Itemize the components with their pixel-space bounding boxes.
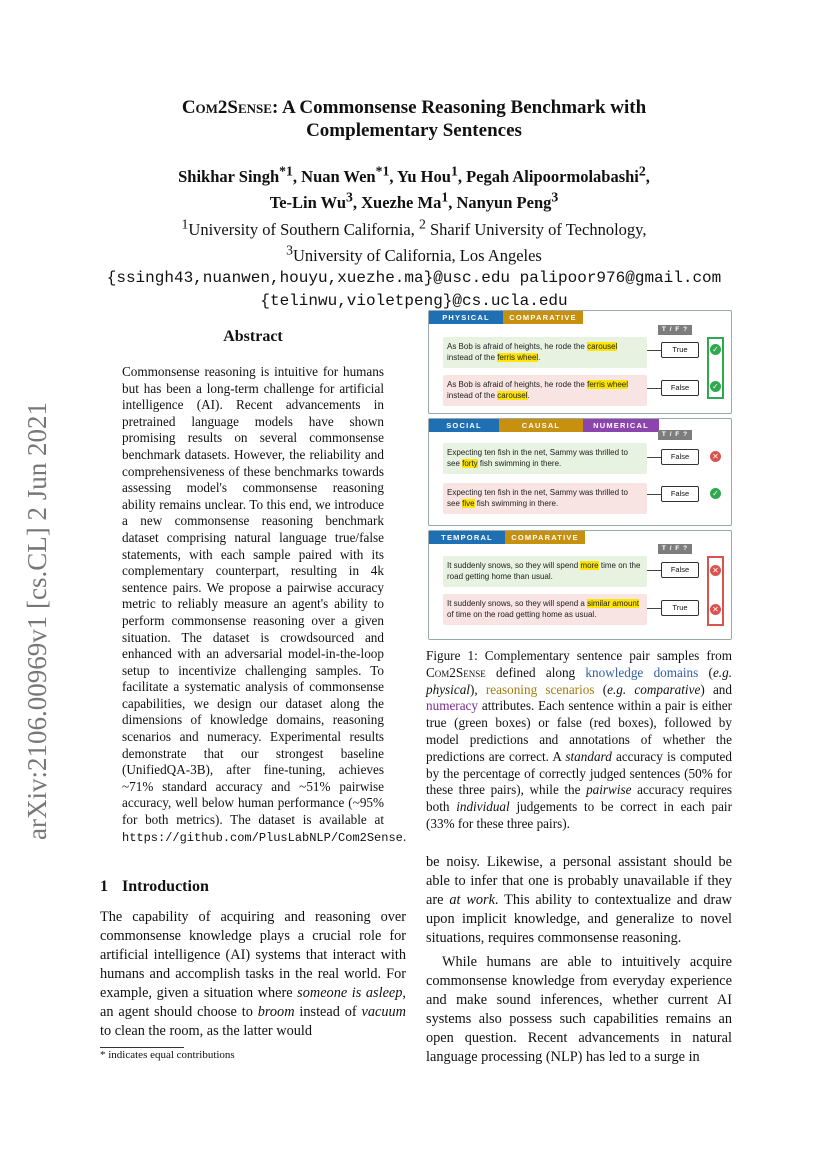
tf-header: T / F ?: [658, 430, 692, 440]
arxiv-stamp: arXiv:2106.00969v1 [cs.CL] 2 Jun 2021: [22, 402, 52, 840]
email-line2: {telinwu,violetpeng}@cs.ucla.edu: [260, 292, 568, 310]
sentence-true: [443, 337, 647, 368]
tag-comparative: COMPARATIVE: [503, 311, 583, 324]
cap-text: defined along: [485, 664, 586, 680]
title-sc: Com2Sense: [181, 97, 272, 118]
cross-icon: ✕: [710, 451, 721, 462]
author-block: [0, 160, 828, 312]
cap-text: (: [594, 681, 608, 697]
cap-text: accuracy is computed by the percentage of correctly judged sentences (50% for these three pairs), while the: [426, 748, 732, 798]
cap-italic: standard: [565, 748, 612, 764]
abstract-heading: Abstract: [223, 328, 283, 345]
tag-temporal: TEMPORAL: [429, 531, 505, 544]
sent-text: Expecting ten fish in the net, Sammy was thrilled to see: [447, 448, 628, 468]
highlight: five: [462, 498, 475, 508]
abstract-text: Commonsense reasoning is intuitive for humans but has been a long-term challenge for artificial intelligence (AI). Recent advancements in pretrained language models have shown promising results on several commonsense benchmark datasets. However, the reliability and comprehensiveness of these benchmarks towards assessing model's commonsense reasoning ability remains unclear. To this end, we introduce a new commonsense reasoning benchmark dataset comprising natural language true/false statements, with each sample paired with its complementary counterpart, resulting in 4k sentence pairs. We propose a pairwise accuracy metric to reliably measure an agent's ability to perform commonsense reasoning over a given situation. The dataset is crowdsourced and enhanced with an adversarial model-in-the-loop setup to incentivize challenging samples. To facilitate a systematic analysis of commonsense capabilities, we design our dataset along the dimensions of knowledge domains, reasoning scenarios and numeracy. Experimental results demonstrate that our strongest baseline (UnifiedQA-3B), after fine-tuning, achieves ~71% standard accuracy and ~51% pairwise accuracy, well below human performance (~95% for both metrics). The dataset is available at: [122, 364, 384, 828]
dataset-link[interactable]: https://github.com/PlusLabNLP/Com2Sense: [122, 830, 403, 845]
cap-reasoning-scenarios: reasoning scenarios: [485, 681, 595, 697]
intro-italic: someone is asleep: [297, 985, 403, 1001]
intro-italic: broom: [257, 1004, 295, 1020]
affiliation-1: $^1$University of Southern California, $^2$ Sharif University of Technology,: [181, 216, 647, 239]
tag-physical: PHYSICAL: [429, 311, 503, 324]
intro-paragraph: [100, 908, 406, 1041]
connector: [647, 350, 661, 351]
highlight: more: [580, 561, 599, 570]
tag-row: [429, 311, 731, 324]
sentence-false: [443, 483, 647, 514]
connector: [647, 608, 661, 609]
paper-title: [0, 96, 828, 142]
cap-sc: Com2Sense: [426, 664, 486, 680]
authors-line1: Shikhar Singh$^{*1}$, Nuan Wen$^{*1}$, Yu Hou$^1$, Pegah Alipoormolabashi$^2$,: [178, 163, 650, 186]
cap-text: attributes. Each sentence within a pair is either true (green boxes) or false (red boxes), followed by model predictions and annotations of whether the predictions are correct. A: [426, 698, 732, 764]
rc-italic: at work: [449, 892, 495, 908]
intro-text: to clean the room, as the latter would: [100, 1023, 313, 1039]
cap-italic: e.g. comparative: [607, 681, 701, 697]
title-line2: Complementary Sentences: [306, 120, 522, 141]
authors-line2: Te-Lin Wu$^3$, Xuezhe Ma$^1$, Nanyun Peng$^3$: [269, 189, 559, 212]
sent-text: It suddenly snows, so they will spend a: [447, 599, 588, 608]
section-heading: [100, 878, 223, 896]
tag-social: SOCIAL: [429, 419, 499, 432]
intro-text: instead of: [294, 1004, 362, 1020]
right-paragraph-1: [426, 853, 732, 948]
sent-text: As Bob is afraid of heights, he rode the: [447, 380, 588, 389]
check-icon: ✓: [710, 488, 721, 499]
rc-text: . This ability to contextualize and draw upon implicit knowledge, and generalize to novel situations, requires commonsense reasoning.: [426, 892, 732, 946]
cap-text: judgements to be correct in each pair (33% for these three pairs).: [426, 799, 732, 831]
tf-header: T / F ?: [658, 544, 692, 554]
sent-text: It suddenly snows, so they will spend: [447, 561, 581, 570]
connector: [647, 388, 661, 389]
sent-text: instead of the: [447, 352, 498, 362]
prediction-box: True: [661, 600, 699, 616]
sent-text: fish swimming in there.: [477, 458, 562, 468]
highlight: carousel: [587, 342, 618, 351]
cap-numeracy: numeracy: [426, 698, 478, 714]
highlight: carousel: [497, 390, 528, 400]
cap-text: (: [698, 664, 713, 680]
cap-text: ),: [469, 681, 486, 697]
cap-knowledge-domains: knowledge domains: [585, 664, 699, 680]
prediction-box: False: [661, 486, 699, 502]
check-icon: ✓: [710, 381, 721, 392]
cap-italic: e.g. physical: [426, 664, 732, 697]
figure-panel-temporal: [428, 530, 732, 640]
highlight: similar amount: [587, 599, 640, 608]
prediction-box: False: [661, 562, 699, 578]
sent-text: .: [538, 352, 541, 362]
sent-text: fish swimming in there.: [474, 498, 559, 508]
sentence-true: [443, 443, 647, 474]
rc-text: be noisy. Likewise, a personal assistant should be able to infer that one is probably unavailable if they are: [426, 854, 732, 908]
sent-text: time on the road getting home than usual.: [447, 561, 641, 581]
intro-italic: vacuum: [361, 1004, 406, 1020]
section-title: Introduction: [122, 878, 209, 895]
section-number: 1: [100, 878, 108, 895]
check-icon: ✓: [710, 344, 721, 355]
figure-panel-social: [428, 418, 732, 526]
sent-text: Expecting ten fish in the net, Sammy was thrilled to see: [447, 488, 628, 508]
prediction-box: False: [661, 380, 699, 396]
footnote: * indicates equal contributions: [100, 1049, 235, 1061]
sent-text: instead of the: [447, 390, 498, 400]
intro-text: The capability of acquiring and reasoning over commonsense knowledge plays a crucial role for artificial intelligence (AI) systems that interact with humans and accomplish tasks in the real world. For example, given a situation where: [100, 909, 406, 1001]
figure-caption: [426, 648, 732, 833]
prediction-box: True: [661, 342, 699, 358]
abstract-body: [122, 364, 407, 846]
cap-italic: pairwise: [586, 782, 632, 798]
sentence-true: [443, 556, 647, 587]
footnote-rule: [100, 1047, 184, 1048]
highlight: ferris wheel: [587, 380, 628, 389]
abstract-end: .: [402, 828, 407, 844]
cross-icon: ✕: [710, 565, 721, 576]
tag-row: [429, 531, 731, 544]
connector: [647, 494, 661, 495]
intro-text: , an agent should choose to: [100, 985, 406, 1020]
sent-text: of time on the road getting home as usual.: [447, 609, 597, 619]
connector: [647, 457, 661, 458]
connector: [647, 570, 661, 571]
sent-text: .: [527, 390, 530, 400]
sent-text: As Bob is afraid of heights, he rode the: [447, 342, 588, 351]
sentence-false: [443, 594, 647, 625]
figure-panel-physical: [428, 310, 732, 414]
cap-text: accuracy requires both: [426, 782, 732, 815]
tag-causal: CAUSAL: [499, 419, 583, 432]
cross-icon: ✕: [710, 604, 721, 615]
cap-italic: individual: [456, 799, 510, 815]
tf-header: T / F ?: [658, 325, 692, 335]
highlight: ferris wheel: [497, 352, 539, 362]
tag-numerical: NUMERICAL: [583, 419, 659, 432]
highlight: forty: [462, 458, 478, 468]
email-line1: {ssingh43,nuanwen,houyu,xuezhe.ma}@usc.edu palipoor976@gmail.com: [106, 269, 722, 287]
prediction-box: False: [661, 449, 699, 465]
cap-text: ) and: [700, 681, 732, 697]
affiliation-2: $^3$University of California, Los Angeles: [286, 242, 542, 265]
right-paragraph-2: While humans are able to intuitively acquire commonsense knowledge from everyday experience and make sound inferences, whether current AI systems also possess such capabilities remains an open question. Recent advancements in natural language processing (NLP) has led to a surge in: [426, 954, 732, 1065]
tag-comparative: COMPARATIVE: [505, 531, 585, 544]
title-line1: : A Commonsense Reasoning Benchmark with: [271, 97, 647, 118]
cap-text: Figure 1: Complementary sentence pair samples from: [426, 648, 732, 663]
sentence-false: [443, 375, 647, 406]
